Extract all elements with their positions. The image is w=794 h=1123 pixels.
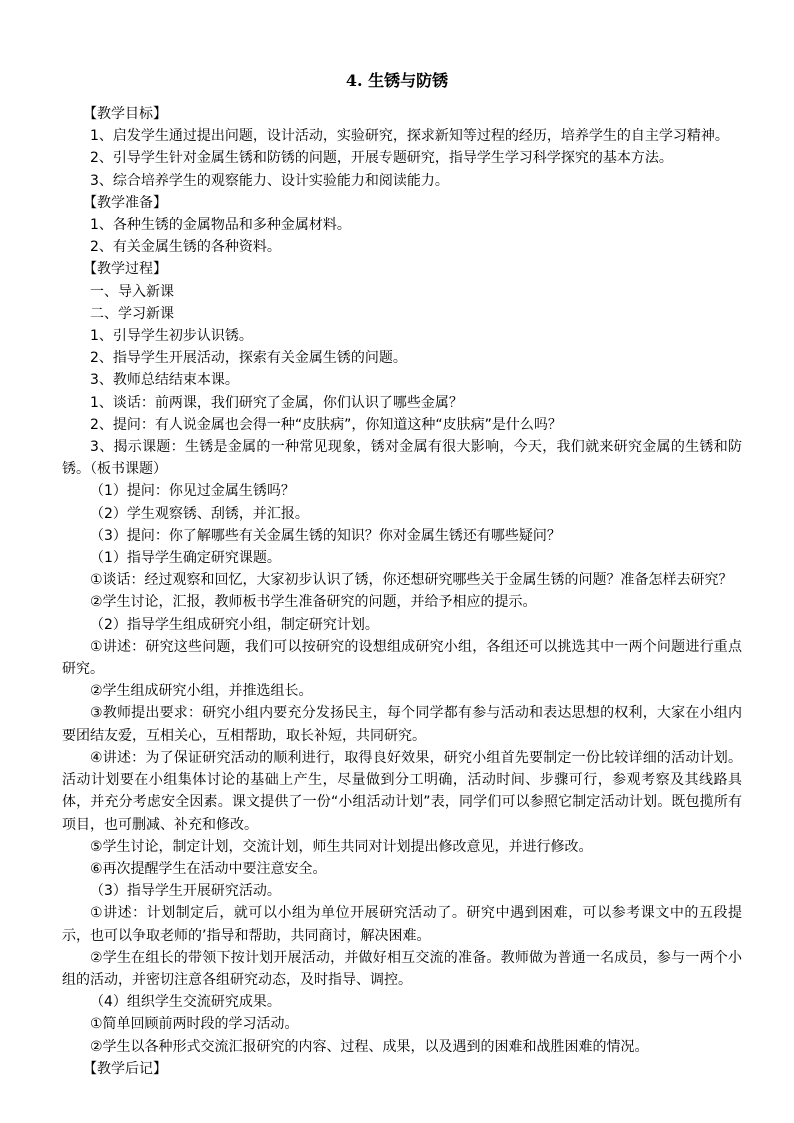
paragraph: ③教师提出要求：研究小组内要充分发扬民主，每个同学都有参与活动和表达思想的权利，大家在小组内要团结友爱，互相关心，互相帮助，取长补短，共同研究。	[62, 705, 742, 744]
section-heading: 【教学后记】	[83, 1060, 167, 1077]
paragraph: ②学生组成研究小组，并推选组长。	[90, 683, 313, 700]
section-heading: 【教学过程】	[83, 261, 167, 278]
paragraph: 3、综合培养学生的观察能力、设计实验能力和阅读能力。	[90, 172, 449, 189]
paragraph: ①讲述：计划制定后，就可以小组为单位开展研究活动了。研究中遇到困难，可以参考课文中的五段提示，也可以争取老师的’指导和帮助，共同商讨，解决困难。	[62, 905, 742, 944]
paragraph: ②学生在组长的带领下按计划开展活动，并做好相互交流的准备。教师做为普通一名成员，参与一两个小组的活动，并密切注意各组研究动态，及时指导、调控。	[62, 949, 742, 988]
paragraph: ④讲述：为了保证研究活动的顺利进行，取得良好效果，研究小组首先要制定一份比较详细的活动计划。活动计划要在小组集体讨论的基础上产生，尽量做到分工明确，活动时间、步骤可行，参观考察及其线路具体，并充分考虑安全因素。课文提供了一份“小组活动计划”表，同学们可以参照它制定活动计划。既包揽所有项目，也可删减、补充和修改。	[62, 749, 742, 833]
paragraph: 1、启发学生通过提出问题，设计活动，实验研究，探求新知等过程的经历，培养学生的自主学习精神。	[90, 128, 729, 145]
paragraph: 1、谈话：前两课，我们研究了金属，你们认识了哪些金属？	[90, 394, 463, 411]
paragraph: （2）指导学生组成研究小组，制定研究计划。	[90, 616, 379, 633]
paragraph: （4）组织学生交流研究成果。	[90, 994, 281, 1011]
paragraph: 1、引导学生初步认识锈。	[90, 328, 253, 345]
paragraph: ⑥再次提醒学生在活动中要注意安全。	[90, 860, 327, 877]
paragraph: ①简单回顾前两时段的学习活动。	[90, 1016, 299, 1033]
paragraph: （3）指导学生开展研究活动。	[90, 883, 281, 900]
document-body	[62, 103, 742, 1080]
paragraph: ②学生讨论，汇报，教师板书学生准备研究的问题，并给予相应的提示。	[90, 594, 537, 611]
paragraph: 3、教师总结结束本课。	[90, 372, 239, 389]
paragraph: 一、导入新课	[90, 283, 174, 300]
paragraph: 二、学习新课	[90, 305, 174, 322]
paragraph: （2）学生观察锈、刮锈，并汇报。	[90, 505, 309, 522]
paragraph: （1）提问：你见过金属生锈吗？	[90, 483, 295, 500]
paragraph: ⑤学生讨论，制定计划，交流计划，师生共同对计划提出修改意见，并进行修改。	[90, 838, 593, 855]
paragraph: 2、指导学生开展活动，探索有关金属生锈的问题。	[90, 350, 407, 367]
paragraph: ①讲述：研究这些问题，我们可以按研究的设想组成研究小组，各组还可以挑选其中一两个问题进行重点研究。	[62, 638, 742, 678]
paragraph: 1、各种生锈的金属物品和多种金属材料。	[90, 217, 351, 234]
paragraph: 2、有关金属生锈的各种资料。	[90, 239, 281, 256]
section-heading: 【教学目标】	[83, 106, 167, 122]
page-title: 4. 生锈与防锈	[345, 71, 449, 90]
paragraph: （1）指导学生确定研究课题。	[90, 550, 281, 567]
paragraph: ②学生以各种形式交流汇报研究的内容、过程、成果，以及遇到的困难和战胜困难的情况。	[90, 1038, 649, 1055]
paragraph: 2、提问：有人说金属也会得一种“皮肤病”，你知道这种“皮肤病”是什么吗？	[90, 416, 562, 433]
paragraph: 3、揭示课题：生锈是金属的一种常见现象，锈对金属有很大影响，今天，我们就来研究金属的生锈和防锈。（板书课题）	[62, 439, 742, 478]
section-heading: 【教学准备】	[83, 194, 167, 211]
paragraph: ①谈话：经过观察和回忆，大家初步认识了锈，你还想研究哪些关于金属生锈的问题？准备怎样去研究？	[90, 572, 733, 589]
paragraph: （3）提问：你了解哪些有关金属生锈的知识？你对金属生锈还有哪些疑问？	[90, 527, 561, 544]
paragraph: 2、引导学生针对金属生锈和防锈的问题，开展专题研究，指导学生学习科学探究的基本方法。	[90, 150, 673, 167]
